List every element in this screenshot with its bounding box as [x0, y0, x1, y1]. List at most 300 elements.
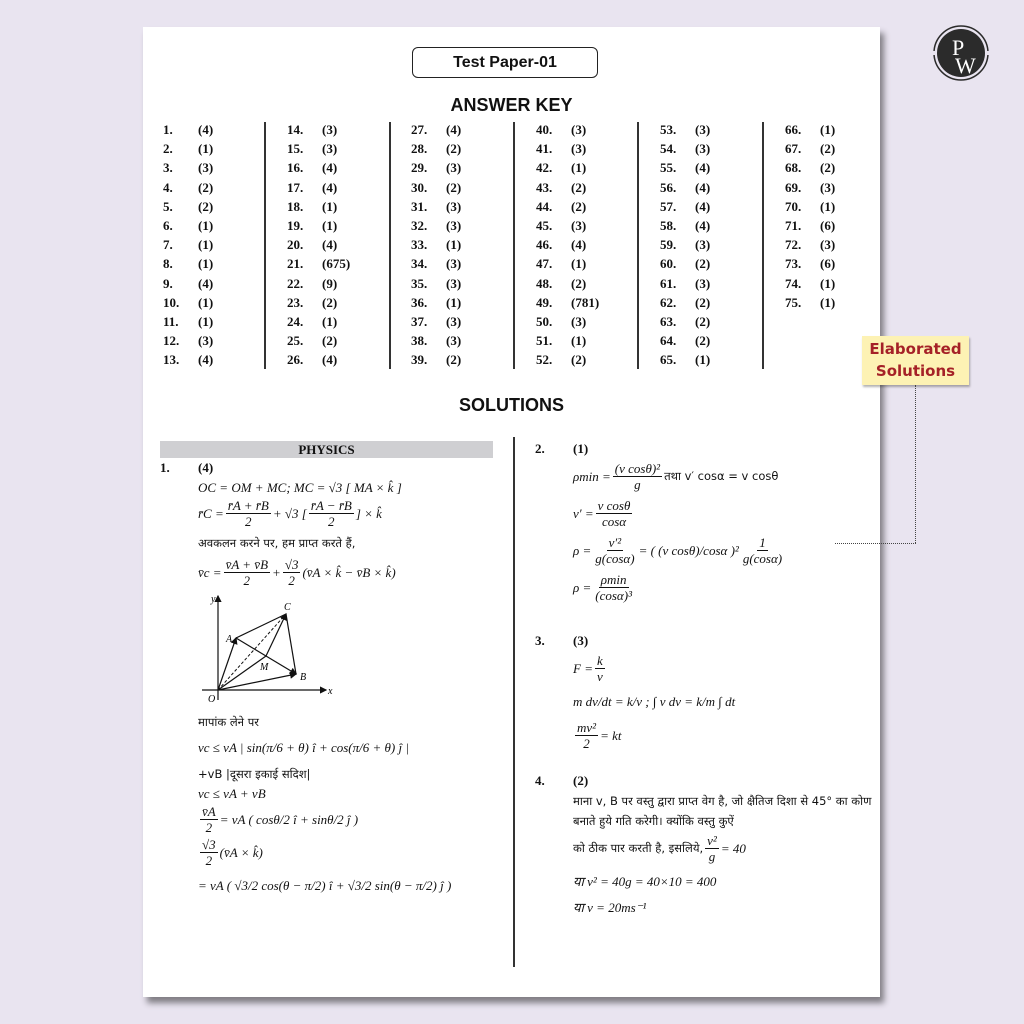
equation: या v² = 40g = 40×10 = 400: [573, 874, 717, 889]
answer-key-row: [163, 276, 268, 295]
answer-value: (3): [446, 160, 462, 176]
solution-3-body: [535, 653, 875, 751]
question-number: 25.: [287, 333, 304, 349]
question-number: 68.: [785, 160, 802, 176]
fraction: [596, 498, 633, 529]
answer-key-row: [411, 160, 516, 179]
question-number: 31.: [411, 198, 428, 214]
answer-key-row: [411, 199, 516, 218]
answer-key-row: [287, 180, 392, 199]
answer-key-row: [163, 237, 268, 256]
answer-value: (4): [322, 179, 338, 195]
fraction: [226, 498, 271, 529]
answer-key-row: [660, 333, 765, 352]
answer-value: (6): [820, 256, 836, 272]
solutions-heading: SOLUTIONS: [458, 395, 564, 415]
question-number: 47.: [536, 256, 553, 272]
answer-key-column: [411, 122, 516, 371]
denominator: 2: [205, 853, 213, 868]
question-number: 18.: [287, 198, 304, 214]
question-number: 2.: [163, 141, 173, 157]
question-number: 24.: [287, 313, 304, 329]
answer-key-row: [287, 199, 392, 218]
question-number: 40.: [536, 122, 553, 137]
answer-key-row: [163, 218, 268, 237]
eq-text: v′ =: [573, 505, 594, 521]
solution-1-body: [160, 480, 493, 894]
subject-bar-physics: PHYSICS: [160, 441, 493, 458]
fraction: [595, 653, 605, 684]
denominator: 2: [205, 820, 213, 835]
question-number: 50.: [536, 313, 553, 329]
answer-key-row: [287, 276, 392, 295]
denominator: cosα: [601, 514, 627, 529]
fraction: [613, 461, 662, 492]
question-number: 66.: [785, 122, 802, 137]
equation: = vA ( √3/2 cos(θ − π/2) î + √3/2 sin(θ − π/2) ĵ ): [198, 878, 452, 893]
question-number: 64.: [660, 333, 677, 349]
answer-key-row: [163, 333, 268, 352]
answer-key-row: [536, 352, 641, 371]
answer-key-row: [660, 122, 765, 141]
answer-value: (675): [322, 256, 351, 272]
eq-text: ρ =: [573, 542, 592, 558]
answer-value: (3): [322, 141, 338, 157]
numerator: v cosθ: [597, 498, 631, 513]
question-number: 3.: [163, 160, 173, 176]
answer-key-column: [660, 122, 765, 371]
answer-value: (2): [571, 352, 587, 368]
question-number: 3.: [535, 633, 545, 648]
answer-key-row: [163, 160, 268, 179]
question-number: 35.: [411, 275, 428, 291]
answer-value: (4): [322, 237, 338, 253]
answer-key-row: [287, 237, 392, 256]
eq-text: F =: [573, 660, 593, 676]
answer-value: (2): [571, 198, 587, 214]
answer-key-row: [411, 295, 516, 314]
elaborated-solutions-callout: [862, 336, 969, 385]
callout-line-2: Solutions: [875, 362, 956, 380]
fraction: [200, 804, 218, 835]
question-number: 36.: [411, 294, 428, 310]
answer-value: (3): [446, 198, 462, 214]
answer-value: (2): [322, 294, 338, 310]
denominator: v: [596, 669, 603, 684]
answer-value: (3): [198, 333, 214, 349]
fraction: [593, 572, 634, 603]
answer-key-row: [411, 141, 516, 160]
question-number: 2.: [535, 441, 545, 456]
denominator: 2: [243, 573, 251, 588]
answer-value: (1): [198, 256, 214, 272]
column-divider: [389, 122, 391, 369]
question-number: 23.: [287, 294, 304, 310]
answer-key-row: [536, 333, 641, 352]
question-number: 58.: [660, 217, 677, 233]
answer-value: (1): [322, 217, 338, 233]
answer-value: (1): [198, 237, 214, 253]
answer-value: (4): [322, 160, 338, 176]
answer-key-row: [411, 180, 516, 199]
answer-key-row: [660, 237, 765, 256]
test-paper-title: Test Paper-01: [412, 47, 598, 78]
answer-option: (2): [573, 773, 589, 788]
equation: [573, 535, 875, 566]
denominator: g(cosα): [742, 551, 783, 566]
question-number: 14.: [287, 122, 304, 137]
question-number: 73.: [785, 256, 802, 272]
answer-key-column: [536, 122, 641, 371]
answer-option: (3): [573, 633, 589, 648]
question-number: 57.: [660, 198, 677, 214]
answer-value: (2): [446, 141, 462, 157]
equation: vc ≤ vA + vB: [198, 786, 266, 801]
svg-text:O: O: [208, 694, 216, 704]
answer-key-row: [163, 180, 268, 199]
question-number: 41.: [536, 141, 553, 157]
eq-text: = vA ( cosθ/2 î + sinθ/2 ĵ ): [219, 811, 359, 827]
equation: vc ≤ vA | sin(π/6 + θ) î + cos(π/6 + θ) ĵ |: [198, 740, 409, 755]
question-number: 52.: [536, 352, 553, 368]
answer-value: (3): [571, 313, 587, 329]
answer-value: (1): [322, 198, 338, 214]
equation: m dv/dt = k/v ; ∫ v dv = k/m ∫ dt: [573, 694, 736, 709]
answer-value: (2): [820, 160, 836, 176]
callout-connector-vertical: [915, 385, 916, 543]
question-number: 69.: [785, 179, 802, 195]
question-number: 55.: [660, 160, 677, 176]
logo-letter-w: W: [955, 53, 976, 78]
question-number: 53.: [660, 122, 677, 137]
answer-key-row: [785, 141, 890, 160]
answer-value: (1): [571, 160, 587, 176]
question-number: 51.: [536, 333, 553, 349]
answer-value: (1): [695, 352, 711, 368]
solution-2-header: [535, 441, 875, 459]
question-number: 16.: [287, 160, 304, 176]
answer-value: (2): [571, 275, 587, 291]
answer-key-row: [785, 276, 890, 295]
answer-key-row: [287, 256, 392, 275]
numerator: v²: [707, 833, 717, 848]
answer-key-column: [287, 122, 392, 371]
question-number: 60.: [660, 256, 677, 272]
answer-key-row: [287, 122, 392, 141]
question-number: 61.: [660, 275, 677, 291]
numerator: v′²: [608, 535, 622, 550]
answer-value: (3): [695, 237, 711, 253]
answer-option: (1): [573, 441, 589, 456]
answer-value: (1): [322, 313, 338, 329]
answer-value: (6): [820, 217, 836, 233]
equation: [573, 720, 875, 751]
eq-text: (v̄A × k̂ − v̄B × k̂): [302, 564, 396, 580]
answer-key-table: [163, 122, 863, 372]
answer-key-row: [287, 160, 392, 179]
question-number: 12.: [163, 333, 180, 349]
question-number: 6.: [163, 217, 173, 233]
eq-text: तथा v′ cosα = v cosθ: [664, 469, 779, 483]
numerator: v̄A + v̄B: [225, 557, 269, 572]
numerator: ρmin: [600, 572, 627, 587]
equation: [198, 557, 493, 588]
answer-value: (3): [571, 141, 587, 157]
answer-key-row: [785, 160, 890, 179]
answer-key-row: [163, 314, 268, 333]
question-number: 21.: [287, 256, 304, 272]
fraction: [705, 833, 719, 864]
numerator: 1: [759, 535, 766, 550]
equation: [198, 804, 493, 835]
denominator: g: [708, 849, 716, 864]
fraction: [224, 557, 270, 588]
answer-key-row: [411, 122, 516, 141]
answer-value: (2): [446, 352, 462, 368]
question-number: 70.: [785, 198, 802, 214]
hindi-text: अवकलन करने पर, हम प्राप्त करते हैं,: [198, 536, 356, 550]
question-number: 30.: [411, 179, 428, 195]
answer-value: (2): [695, 294, 711, 310]
column-divider: [637, 122, 639, 369]
eq-text: = ( (v cosθ)/cosα )²: [638, 542, 739, 558]
answer-key-row: [536, 122, 641, 141]
answer-value: (4): [695, 160, 711, 176]
answer-value: (1): [820, 275, 836, 291]
question-number: 37.: [411, 313, 428, 329]
numerator: √3: [284, 557, 299, 572]
svg-text:C: C: [284, 602, 291, 613]
answer-key-row: [163, 199, 268, 218]
answer-key-row: [411, 314, 516, 333]
answer-key-row: [163, 256, 268, 275]
answer-key-row: [660, 276, 765, 295]
callout-connector-horizontal: [835, 543, 916, 544]
answer-key-row: [411, 333, 516, 352]
answer-value: (3): [322, 122, 338, 137]
column-divider: [513, 437, 515, 967]
answer-value: (3): [446, 217, 462, 233]
answer-value: (4): [198, 122, 214, 137]
solution-3-header: [535, 633, 875, 651]
question-number: 27.: [411, 122, 428, 137]
svg-text:x: x: [328, 686, 333, 697]
answer-value: (4): [198, 352, 214, 368]
question-number: 45.: [536, 217, 553, 233]
answer-value: (2): [695, 313, 711, 329]
question-number: 8.: [163, 256, 173, 272]
answer-value: (1): [571, 256, 587, 272]
answer-value: (2): [198, 179, 214, 195]
question-number: 75.: [785, 294, 802, 310]
eq-text: ρ =: [573, 579, 592, 595]
fraction: [309, 498, 354, 529]
answer-key-row: [785, 218, 890, 237]
solutions-left-column: [160, 441, 493, 896]
question-number: 54.: [660, 141, 677, 157]
answer-key-row: [536, 256, 641, 275]
answer-value: (1): [198, 141, 214, 157]
question-number: 13.: [163, 352, 180, 368]
answer-key-row: [536, 141, 641, 160]
question-number: 63.: [660, 313, 677, 329]
denominator: (cosα)³: [595, 588, 632, 603]
question-number: 15.: [287, 141, 304, 157]
equation: OC = OM + MC; MC = √3 [ MA × k̂ ]: [198, 480, 402, 495]
question-number: 49.: [536, 294, 553, 310]
answer-key-column: [785, 122, 890, 314]
svg-text:M: M: [260, 662, 269, 673]
answer-value: (3): [446, 333, 462, 349]
denominator: g: [634, 477, 641, 492]
answer-value: (3): [446, 256, 462, 272]
answer-key-row: [411, 276, 516, 295]
answer-value: (4): [322, 352, 338, 368]
denominator: g(cosα): [595, 551, 635, 566]
numerator: r̄A − r̄B: [310, 498, 352, 513]
equation: [573, 833, 875, 864]
eq-text: ] × k̂: [355, 505, 382, 521]
denominator: 2: [583, 736, 590, 751]
eq-text: v̄c =: [198, 564, 222, 580]
question-number: 32.: [411, 217, 428, 233]
eq-text: को ठीक पार करती है, इसलिये,: [573, 841, 704, 855]
question-number: 71.: [785, 217, 802, 233]
answer-option: (4): [198, 460, 214, 475]
answer-key-row: [536, 160, 641, 179]
question-number: 38.: [411, 333, 428, 349]
answer-key-row: [785, 295, 890, 314]
answer-key-heading: ANSWER KEY: [450, 95, 573, 115]
answer-value: (3): [446, 313, 462, 329]
question-number: 9.: [163, 275, 173, 291]
solution-1-header: [160, 460, 493, 478]
answer-key-page: [143, 27, 880, 997]
answer-value: (1): [820, 198, 836, 214]
solution-2-body: [535, 461, 875, 603]
question-number: 44.: [536, 198, 553, 214]
solutions-right-column: [535, 441, 875, 918]
solution-4-header: [535, 773, 875, 791]
answer-key-row: [411, 237, 516, 256]
answer-key-row: [411, 256, 516, 275]
answer-value: (1): [571, 333, 587, 349]
answer-key-row: [785, 237, 890, 256]
equation: [573, 572, 875, 603]
question-number: 28.: [411, 141, 428, 157]
answer-value: (4): [695, 179, 711, 195]
answer-key-row: [163, 122, 268, 141]
equation: [573, 461, 875, 492]
question-number: 62.: [660, 294, 677, 310]
answer-value: (1): [198, 294, 214, 310]
answer-key-row: [785, 122, 890, 141]
question-number: 67.: [785, 141, 802, 157]
answer-key-row: [411, 352, 516, 371]
hindi-text: मापांक लेने पर: [198, 715, 259, 729]
numerator: k: [596, 653, 603, 668]
eq-text: ρmin =: [573, 468, 611, 484]
answer-value: (3): [820, 179, 836, 195]
svg-text:y: y: [211, 594, 216, 605]
answer-value: (1): [820, 294, 836, 310]
answer-key-row: [660, 352, 765, 371]
answer-key-row: [287, 333, 392, 352]
answer-key-row: [660, 218, 765, 237]
answer-value: (3): [198, 160, 214, 176]
answer-value: (1): [198, 217, 214, 233]
answer-key-row: [660, 256, 765, 275]
answer-key-row: [785, 199, 890, 218]
eq-text: + √3 [: [272, 505, 307, 521]
answer-value: (1): [446, 294, 462, 310]
answer-key-row: [536, 295, 641, 314]
question-number: 26.: [287, 352, 304, 368]
column-divider: [762, 122, 764, 369]
equation: [573, 653, 875, 684]
question-number: 72.: [785, 237, 802, 253]
question-number: 48.: [536, 275, 553, 291]
answer-key-row: [785, 180, 890, 199]
question-number: 56.: [660, 179, 677, 195]
answer-key-row: [536, 199, 641, 218]
question-number: 65.: [660, 352, 677, 368]
eq-text: r̄C =: [198, 505, 224, 521]
answer-key-row: [785, 256, 890, 275]
answer-value: (4): [446, 122, 462, 137]
answer-value: (2): [695, 333, 711, 349]
callout-line-1: Elaborated: [869, 340, 962, 358]
denominator: 2: [328, 514, 335, 529]
question-number: 22.: [287, 275, 304, 291]
question-number: 20.: [287, 237, 304, 253]
numerator: √3: [202, 837, 216, 852]
denominator: 2: [245, 514, 252, 529]
answer-value: (3): [571, 217, 587, 233]
answer-value: (2): [446, 179, 462, 195]
answer-value: (3): [695, 275, 711, 291]
column-divider: [513, 122, 515, 369]
answer-value: (2): [322, 333, 338, 349]
eq-text: = kt: [600, 727, 622, 743]
numerator: (v cosθ)²: [614, 461, 661, 476]
numerator: v̄A: [202, 804, 216, 819]
answer-key-row: [287, 218, 392, 237]
fraction: [575, 720, 598, 751]
answer-key-row: [287, 141, 392, 160]
question-number: 5.: [163, 198, 173, 214]
answer-key-row: [163, 295, 268, 314]
answer-key-row: [411, 218, 516, 237]
answer-key-row: [660, 160, 765, 179]
answer-value: (4): [571, 237, 587, 253]
question-number: 46.: [536, 237, 553, 253]
question-number: 10.: [163, 294, 180, 310]
answer-value: (9): [322, 275, 338, 291]
question-number: 1.: [160, 460, 170, 475]
answer-value: (4): [695, 217, 711, 233]
equation: [198, 837, 493, 868]
question-number: 34.: [411, 256, 428, 272]
answer-value: (1): [446, 237, 462, 253]
answer-value: (1): [820, 122, 836, 137]
answer-key-row: [536, 276, 641, 295]
numerator: mv²: [577, 720, 597, 735]
svg-text:A: A: [226, 634, 233, 645]
answer-key-row: [660, 314, 765, 333]
solution-4-body: [535, 791, 875, 916]
fraction: [283, 557, 301, 588]
